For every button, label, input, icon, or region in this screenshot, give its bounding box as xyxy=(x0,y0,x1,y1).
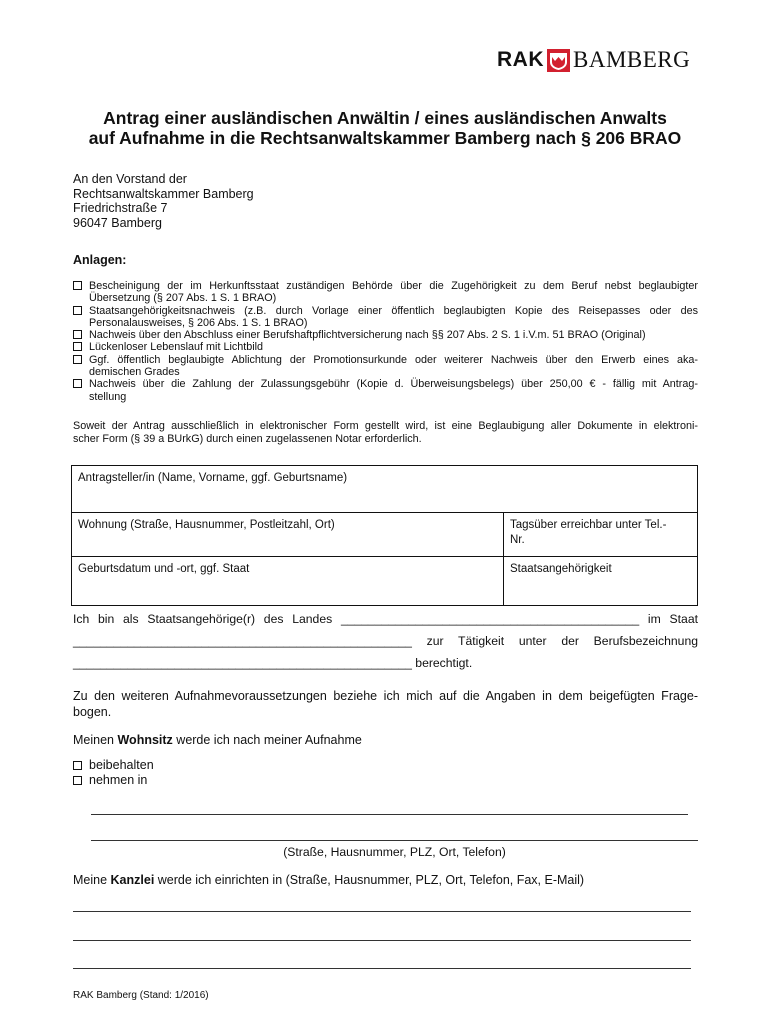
phone-label: Tagsüber erreichbar unter Tel.- xyxy=(510,519,667,531)
applicant-name-field[interactable] xyxy=(72,466,698,513)
further-requirements-line: bogen. xyxy=(73,705,112,719)
electronic-form-note xyxy=(73,420,698,446)
residence-field[interactable] xyxy=(72,513,504,557)
checkbox[interactable] xyxy=(73,281,82,290)
logo-bamberg-text: BAMBERG xyxy=(573,47,691,72)
attachment-text: demischen Grades xyxy=(89,366,180,379)
recipient-address xyxy=(73,172,254,230)
option-keep[interactable] xyxy=(73,758,154,773)
checkbox[interactable] xyxy=(73,330,82,339)
residence-address-line[interactable] xyxy=(91,840,698,841)
checkbox[interactable] xyxy=(73,306,82,315)
applicant-name-label: Antragsteller/in (Name, Vorname, ggf. Geburtsname) xyxy=(78,472,348,484)
attachment-text: Bescheinigung der im Herkunftsstaat zuständigen Behörde über die Zugehörigkeit zu dem Beruf nebst beglaubigter xyxy=(89,280,698,292)
address-line: An den Vorstand der xyxy=(73,172,187,186)
citizenship-field[interactable] xyxy=(504,557,698,606)
form-title-line1: Antrag einer ausländischen Anwältin / eines ausländischen Anwalts xyxy=(103,108,667,128)
option-label: nehmen in xyxy=(89,773,148,787)
attachment-item xyxy=(73,329,698,341)
phone-label: Nr. xyxy=(510,534,525,546)
citizenship-label: Staatsangehörigkeit xyxy=(510,563,612,575)
further-requirements-line: Zu den weiteren Aufnahmevoraussetzungen beziehe ich mich auf die Angaben in dem beigefügten Frage- xyxy=(73,689,698,703)
office-keyword: Kanzlei xyxy=(110,873,155,887)
residence-keyword: Wohnsitz xyxy=(117,733,173,747)
statement-line[interactable]: __________________________________________________ zur Tätigkeit unter der Berufsbezeichnung xyxy=(73,634,698,648)
office-address-line[interactable] xyxy=(73,911,691,912)
residence-statement: Meinen Wohnsitz werde ich nach meiner Aufnahme xyxy=(73,733,362,747)
checkbox[interactable] xyxy=(73,776,82,785)
statement-line[interactable]: __________________________________________________ berechtigt. xyxy=(73,656,473,670)
birth-label: Geburtsdatum und -ort, ggf. Staat xyxy=(78,563,250,575)
checkbox[interactable] xyxy=(73,379,82,388)
checkbox[interactable] xyxy=(73,355,82,364)
office-address-line[interactable] xyxy=(73,968,691,969)
attachment-text: Übersetzung (§ 207 Abs. 1 S. 1 BRAO) xyxy=(89,292,277,305)
attachment-text: Personalausweises, § 206 Abs. 1 S. 1 BRAO) xyxy=(89,316,308,329)
option-label: beibehalten xyxy=(89,758,154,772)
attachment-text: Lückenloser Lebenslauf mit Lichtbild xyxy=(89,341,264,354)
option-take[interactable] xyxy=(73,773,154,788)
note-line: scher Form (§ 39 a BUrkG) durch einen zugelassenen Notar erforderlich. xyxy=(73,433,422,445)
office-address-line[interactable] xyxy=(73,940,691,941)
office-statement: Meine Kanzlei werde ich einrichten in (Straße, Hausnummer, PLZ, Ort, Telefon, Fax, E-Mail) xyxy=(73,873,585,887)
checkbox[interactable] xyxy=(73,761,82,770)
address-line: 96047 Bamberg xyxy=(73,215,162,230)
residence-label: Wohnung (Straße, Hausnummer, Postleitzahl, Ort) xyxy=(78,519,335,531)
attachment-text: stellung xyxy=(89,390,127,403)
attachment-item xyxy=(73,341,698,353)
statement-line[interactable]: Ich bin als Staatsangehörige(r) des Landes ____________________________________________ im Staat xyxy=(73,612,698,626)
attachment-text: Nachweis über den Abschluss einer Berufshaftpflichtversicherung nach §§ 207 Abs. 2 S. 1 i.V.m. 51 BRAO (Original) xyxy=(89,329,646,342)
attachments-list xyxy=(73,280,698,403)
residence-address-line[interactable] xyxy=(91,814,688,815)
phone-field[interactable] xyxy=(504,513,698,557)
address-line: Friedrichstraße 7 xyxy=(73,201,168,215)
coat-of-arms-icon xyxy=(547,49,570,72)
checkbox[interactable] xyxy=(73,342,82,351)
attachment-text: Ggf. öffentlich beglaubigte Ablichtung der Promotionsurkunde oder weiterer Nachweis über den Erwerb eines aka- xyxy=(89,353,698,366)
rak-bamberg-logo xyxy=(497,47,690,73)
attachment-item xyxy=(73,378,698,403)
attachment-text: Staatsangehörigkeitsnachweis (z.B. durch Vorlage einer öffentlich beglaubigten Kopie des Reisepasses oder des xyxy=(89,304,698,317)
address-line: Rechtsanwaltskammer Bamberg xyxy=(73,186,254,201)
attachment-text: Nachweis über die Zahlung der Zulassungsgebühr (Kopie d. Überweisungsbelegs) über 250,00 € - fällig mit Antrag- xyxy=(89,378,698,391)
birth-field[interactable] xyxy=(72,557,504,606)
further-requirements-text xyxy=(73,688,698,720)
form-title-line2: auf Aufnahme in die Rechtsanwaltskammer Bamberg nach § 206 BRAO xyxy=(88,128,682,148)
attachment-item xyxy=(73,354,698,379)
note-line: Soweit der Antrag ausschließlich in elektronischer Form gestellt wird, ist eine Beglaubigung aller Dokumente in elektroni- xyxy=(73,420,698,432)
footer-version: RAK Bamberg (Stand: 1/2016) xyxy=(73,990,209,1001)
residence-options xyxy=(73,758,154,788)
applicant-data-table xyxy=(71,465,698,606)
logo-rak-text: RAK xyxy=(497,48,544,71)
attachment-item xyxy=(73,280,698,305)
attachment-item xyxy=(73,305,698,330)
residence-address-caption: (Straße, Hausnummer, PLZ, Ort, Telefon) xyxy=(283,845,506,859)
attachments-heading: Anlagen: xyxy=(73,253,127,267)
